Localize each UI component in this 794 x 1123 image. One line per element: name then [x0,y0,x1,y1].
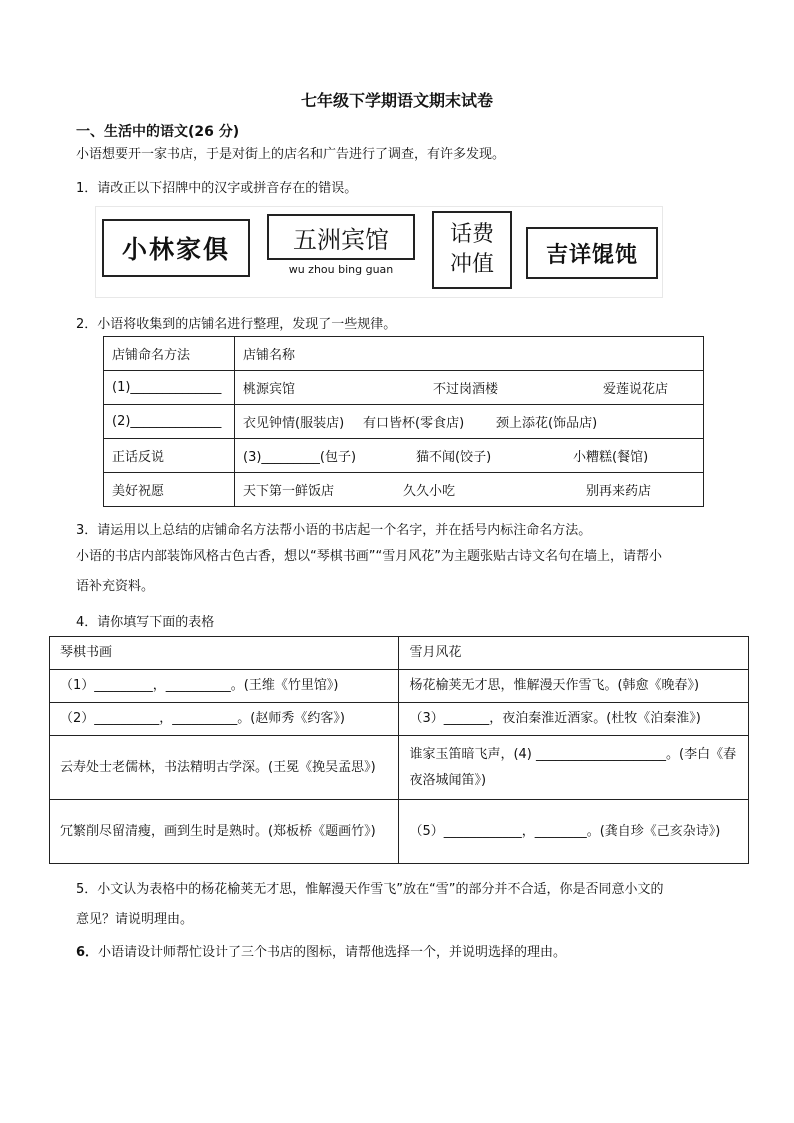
poem-cell: 冗繁削尽留清瘦，画到生时是熟时。(郑板桥《题画竹》) [50,800,399,864]
paragraph-line: 小语的书店内部装饰风格古色古香，想以“琴棋书画”“雪月风花”为主题张贴古诗文名句在墙上，请帮小 [76,549,662,564]
paragraph-line: 语补充资料。 [76,579,155,594]
table-row [50,670,749,703]
table-header-cell: 店铺名称 [235,337,704,371]
table-header-cell: 琴棋书画 [50,637,399,670]
table-row [104,371,704,405]
poem-cell: 谁家玉笛暗飞声，(4) ____________________。(李白《春夜洛城闻笛》) [399,736,749,800]
poem-cell: （1）_________，__________。(王维《竹里馆》) [50,670,399,703]
question-5-line1: 5．小文认为表格中的杨花榆荚无才思，惟解漫天作雪飞”放在“雪”的部分并不合适，你是否同意小文的 [76,882,664,897]
names-cell [235,371,704,405]
names-cell [235,473,704,507]
question-1: 1．请改正以下招牌中的汉字或拼音存在的错误。 [76,181,358,196]
table-row [50,703,749,736]
shop-name: 猫不闻(饺子) [416,450,492,465]
shop-name: 不过岗酒楼 [433,382,499,397]
page-title: 七年级下学期语文期末试卷 [300,91,493,110]
method-cell: (2)______________ [104,405,235,439]
shop-name: 有口皆杯(零食店) [363,416,465,431]
table-row [50,736,749,800]
question-3: 3．请运用以上总结的店铺命名方法帮小语的书店起一个名字，并在括号内标注命名方法。 [76,523,592,538]
method-cell: (1)______________ [104,371,235,405]
names-cell [235,405,704,439]
question-6-number: 6． [76,945,99,960]
shop-name-table [103,336,704,507]
poem-cell: （5）____________，________。(龚自珍《己亥杂诗》) [399,800,749,864]
method-cell: 正话反说 [104,439,235,473]
question-4: 4．请你填写下面的表格 [76,615,215,630]
shop-name: 小糟糕(餐馆) [573,450,649,465]
poem-cell: 杨花榆荚无才思，惟解漫天作雪飞。(韩愈《晚春》) [399,670,749,703]
method-cell: 美好祝愿 [104,473,235,507]
shop-name: 别再来药店 [586,484,652,499]
poem-cell: （3）_______，夜泊秦淮近酒家。(杜牧《泊秦淮》) [399,703,749,736]
question-6-text: 小语请设计师帮忙设计了三个书店的图标，请帮他选择一个，并说明选择的理由。 [98,945,567,960]
section-heading: 一、生活中的语文(26 分) [76,124,240,140]
signboard-wonton: 吉详馄饨 [526,227,658,279]
shop-name: 爱莲说花店 [603,382,669,397]
names-cell [235,439,704,473]
table-row [104,439,704,473]
table-header-cell: 店铺命名方法 [104,337,235,371]
signboard-furniture: 小林家俱 [102,219,250,277]
shop-name: 衣见钟情(服装店) [243,416,345,431]
signboard-images [95,206,663,298]
table-header-cell: 雪月风花 [399,637,749,670]
table-header-row [104,337,704,371]
shop-name: 颈上添花(饰品店) [496,416,598,431]
signboard-phone-line1: 话费 [449,222,494,247]
signboard-hotel-pinyin: wu zhou bing guan [288,263,394,276]
poem-cell: 云寿处士老儒林，书法精明古学深。(王冕《挽吴孟思》) [50,736,399,800]
shop-name: (3)_________(包子) [243,450,357,465]
signboard-phone-line2: 冲值 [449,252,494,277]
signboard-hotel: 五洲宾馆 [267,214,415,260]
shop-name: 桃源宾馆 [243,382,296,397]
shop-name: 天下第一鲜饭店 [243,484,335,499]
table-row [50,800,749,864]
table-row [104,473,704,507]
table-header-row [50,637,749,670]
question-6 [76,941,566,960]
poem-cell: （2）__________，__________。(赵师秀《约客》) [50,703,399,736]
shop-name: 久久小吃 [403,484,456,499]
signboard-phone-recharge [432,211,512,289]
question-5-line2: 意见？请说明理由。 [76,912,194,927]
poetry-table [49,636,749,864]
intro-text: 小语想要开一家书店，于是对街上的店名和广告进行了调查，有许多发现。 [76,147,506,162]
question-2: 2．小语将收集到的店铺名进行整理，发现了一些规律。 [76,317,397,332]
table-row [104,405,704,439]
